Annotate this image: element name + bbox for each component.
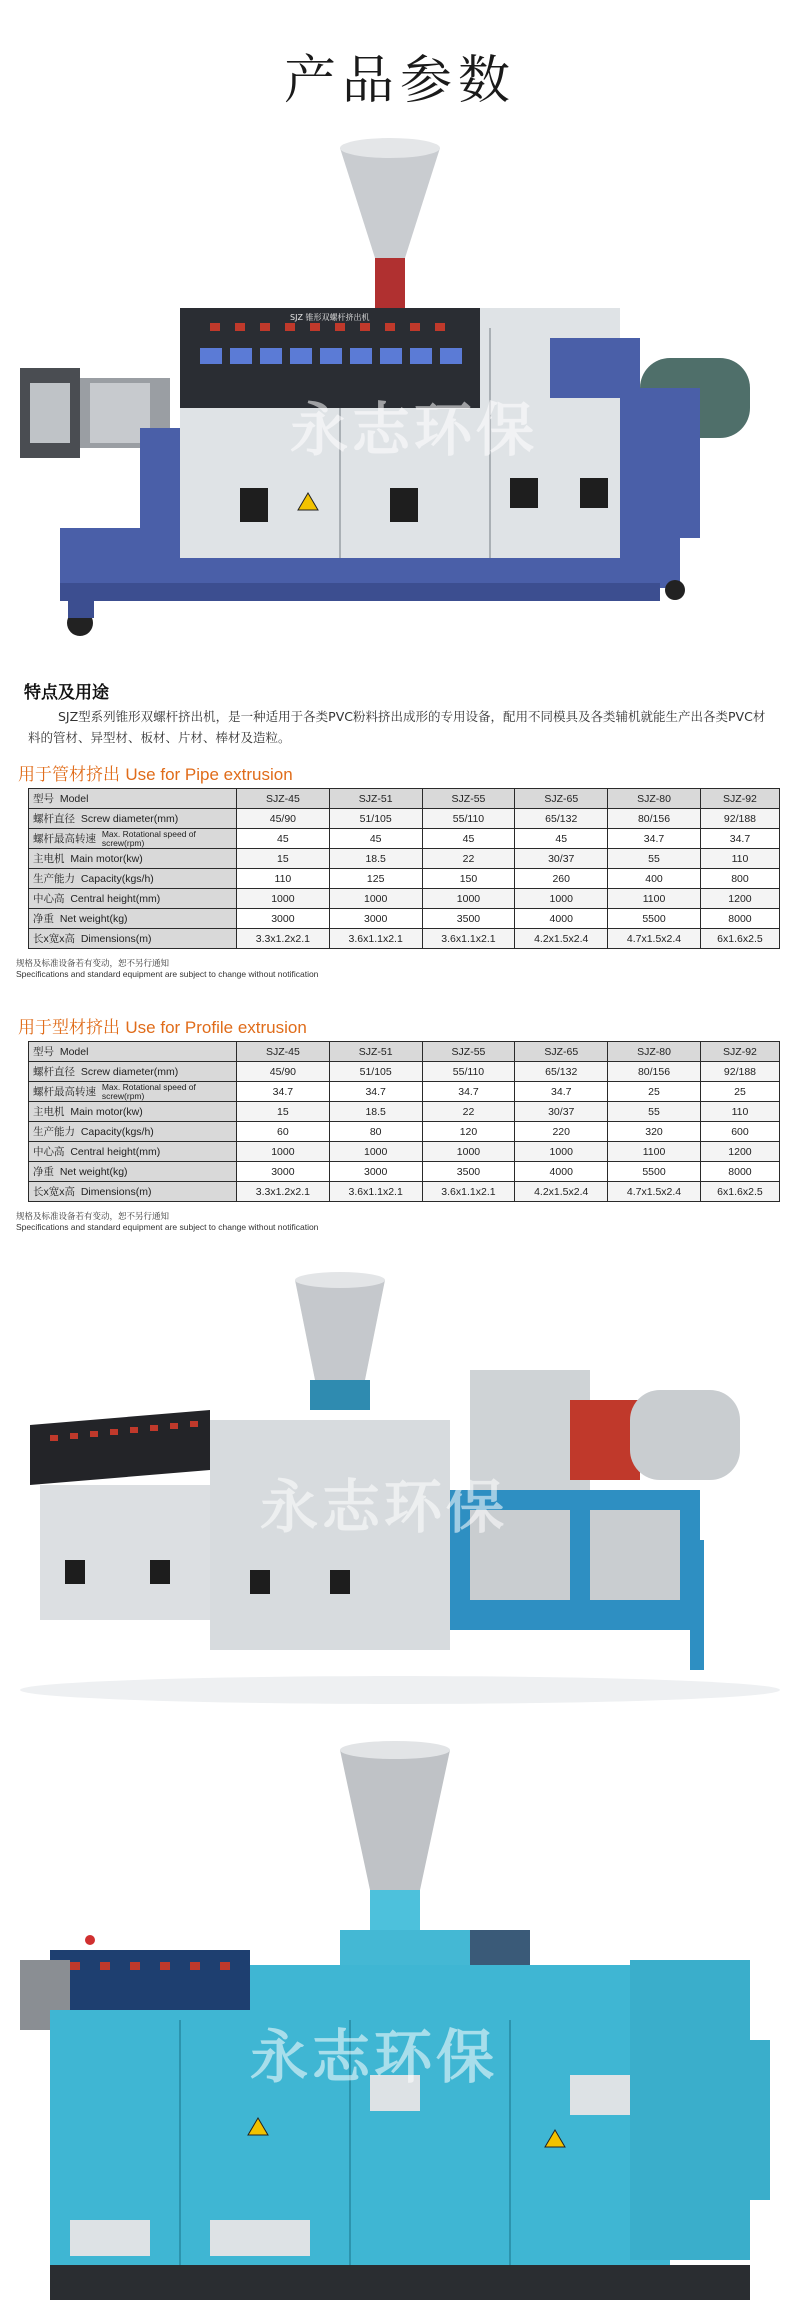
pipe-table-note (16, 958, 318, 980)
value-cell: 220 (515, 1122, 608, 1142)
param-cell: 螺杆最高转速 Max. Rotational speed of screw(rpm) (29, 829, 237, 849)
value-cell: 45 (237, 829, 330, 849)
value-cell: 260 (515, 869, 608, 889)
value-cell: 22 (422, 849, 515, 869)
note-cn: 规格及标准设备若有变动，恕不另行通知 (16, 958, 170, 968)
value-cell: 80/156 (608, 809, 701, 829)
value-cell: 150 (422, 869, 515, 889)
table-row (29, 1082, 780, 1102)
value-cell: 1000 (329, 1142, 422, 1162)
pipe-table-title (18, 760, 293, 785)
value-cell: 34.7 (515, 1082, 608, 1102)
value-cell: 6x1.6x2.5 (700, 929, 779, 949)
table-row (29, 1182, 780, 1202)
profile-table-note (16, 1211, 318, 1233)
value-cell: 4000 (515, 1162, 608, 1182)
param-cell: 螺杆最高转速 Max. Rotational speed of screw(rpm) (29, 1082, 237, 1102)
value-cell: 6x1.6x2.5 (700, 1182, 779, 1202)
table-row (29, 929, 780, 949)
value-cell: 30/37 (515, 1102, 608, 1122)
machine-photo-grey-blue (10, 1270, 790, 1710)
machine-photo-cyan (10, 1740, 790, 2315)
value-cell: 55/110 (422, 1062, 515, 1082)
value-cell: 4.7x1.5x2.4 (608, 929, 701, 949)
value-cell: 5500 (608, 1162, 701, 1182)
value-cell: 110 (700, 1102, 779, 1122)
param-cell: 生产能力 Capacity(kgs/h) (29, 869, 237, 889)
value-cell: 1100 (608, 889, 701, 909)
value-cell: 51/105 (329, 1062, 422, 1082)
value-cell: 55/110 (422, 809, 515, 829)
pipe-table-title-en: Use for Pipe extrusion (125, 765, 293, 784)
table-header-row (29, 1042, 780, 1062)
table-row (29, 909, 780, 929)
model-header: SJZ-65 (515, 789, 608, 809)
table-row (29, 829, 780, 849)
param-cell: 净重 Net weight(kg) (29, 909, 237, 929)
param-cell: 生产能力 Capacity(kgs/h) (29, 1122, 237, 1142)
table-row (29, 849, 780, 869)
value-cell: 8000 (700, 1162, 779, 1182)
watermark-text: 永志环保 (250, 2023, 499, 2091)
model-header: SJZ-55 (422, 789, 515, 809)
value-cell: 800 (700, 869, 779, 889)
value-cell: 120 (422, 1122, 515, 1142)
value-cell: 34.7 (422, 1082, 515, 1102)
value-cell: 600 (700, 1122, 779, 1142)
value-cell: 92/188 (700, 1062, 779, 1082)
value-cell: 1100 (608, 1142, 701, 1162)
note-en: Specifications and standard equipment are subject to change without notification (16, 1222, 319, 1232)
value-cell: 22 (422, 1102, 515, 1122)
value-cell: 55 (608, 1102, 701, 1122)
table-header-row (29, 789, 780, 809)
page-title: 产品参数 (283, 51, 516, 111)
model-header: SJZ-65 (515, 1042, 608, 1062)
value-cell: 34.7 (700, 829, 779, 849)
model-header: SJZ-51 (329, 1042, 422, 1062)
value-cell: 1000 (237, 1142, 330, 1162)
model-header: SJZ-80 (608, 789, 701, 809)
value-cell: 3.6x1.1x2.1 (329, 929, 422, 949)
model-header: SJZ-45 (237, 1042, 330, 1062)
value-cell: 4000 (515, 909, 608, 929)
value-cell: 1000 (515, 889, 608, 909)
param-cell: 螺杆直径 Screw diameter(mm) (29, 1062, 237, 1082)
value-cell: 34.7 (608, 829, 701, 849)
note-cn: 规格及标准设备若有变动，恕不另行通知 (16, 1211, 170, 1221)
value-cell: 4.7x1.5x2.4 (608, 1182, 701, 1202)
value-cell: 45 (422, 829, 515, 849)
watermark-text: 永志环保 (290, 396, 539, 464)
value-cell: 1200 (700, 889, 779, 909)
value-cell: 45/90 (237, 809, 330, 829)
model-header: SJZ-92 (700, 1042, 779, 1062)
value-cell: 15 (237, 849, 330, 869)
value-cell: 320 (608, 1122, 701, 1142)
value-cell: 400 (608, 869, 701, 889)
table-row (29, 1102, 780, 1122)
pipe-table-title-cn: 用于管材挤出 (18, 765, 120, 785)
value-cell: 34.7 (237, 1082, 330, 1102)
value-cell: 5500 (608, 909, 701, 929)
value-cell: 80 (329, 1122, 422, 1142)
value-cell: 8000 (700, 909, 779, 929)
param-cell: 主电机 Main motor(kw) (29, 849, 237, 869)
param-cell: 长x宽x高 Dimensions(m) (29, 929, 237, 949)
model-header: SJZ-51 (329, 789, 422, 809)
value-cell: 25 (608, 1082, 701, 1102)
value-cell: 3000 (329, 909, 422, 929)
profile-table-title-en: Use for Profile extrusion (125, 1018, 307, 1037)
value-cell: 4.2x1.5x2.4 (515, 929, 608, 949)
table-row (29, 1162, 780, 1182)
features-heading: 特点及用途 (24, 683, 109, 703)
value-cell: 3500 (422, 909, 515, 929)
value-cell: 1000 (422, 889, 515, 909)
table-row (29, 889, 780, 909)
value-cell: 92/188 (700, 809, 779, 829)
value-cell: 51/105 (329, 809, 422, 829)
value-cell: 65/132 (515, 1062, 608, 1082)
value-cell: 18.5 (329, 849, 422, 869)
table-row (29, 1062, 780, 1082)
value-cell: 1000 (237, 889, 330, 909)
note-en: Specifications and standard equipment are subject to change without notification (16, 969, 319, 979)
value-cell: 45/90 (237, 1062, 330, 1082)
value-cell: 1200 (700, 1142, 779, 1162)
value-cell: 3.6x1.1x2.1 (329, 1182, 422, 1202)
param-cell: 中心高 Central height(mm) (29, 1142, 237, 1162)
value-cell: 3000 (237, 909, 330, 929)
profile-table-title-cn: 用于型材挤出 (18, 1018, 120, 1038)
table-row (29, 1122, 780, 1142)
param-cell: 中心高 Central height(mm) (29, 889, 237, 909)
value-cell: 18.5 (329, 1102, 422, 1122)
header-param-cell: 型号 Model (29, 789, 237, 809)
value-cell: 125 (329, 869, 422, 889)
value-cell: 110 (237, 869, 330, 889)
value-cell: 45 (329, 829, 422, 849)
model-header: SJZ-80 (608, 1042, 701, 1062)
value-cell: 3.6x1.1x2.1 (422, 929, 515, 949)
header-param-cell: 型号 Model (29, 1042, 237, 1062)
value-cell: 3500 (422, 1162, 515, 1182)
param-cell: 净重 Net weight(kg) (29, 1162, 237, 1182)
profile-spec-table (28, 1041, 780, 1202)
table-row (29, 869, 780, 889)
value-cell: 1000 (329, 889, 422, 909)
value-cell: 45 (515, 829, 608, 849)
model-header: SJZ-92 (700, 789, 779, 809)
value-cell: 3.6x1.1x2.1 (422, 1182, 515, 1202)
table-row (29, 809, 780, 829)
value-cell: 1000 (515, 1142, 608, 1162)
pipe-spec-table (28, 788, 780, 949)
control-panel-label: SJZ 锥形双螺杆挤出机 (290, 313, 370, 322)
param-cell: 长x宽x高 Dimensions(m) (29, 1182, 237, 1202)
value-cell: 3000 (329, 1162, 422, 1182)
features-description: SJZ型系列锥形双螺杆挤出机，是一种适用于各类PVC粉料挤出成形的专用设备，配用不同模具及各类辅机就能生产出各类PVC材料的管材、异型材、板材、片材、棒材及造粒。 (28, 709, 766, 745)
value-cell: 110 (700, 849, 779, 869)
watermark-text: 永志环保 (260, 1473, 509, 1541)
param-cell: 主电机 Main motor(kw) (29, 1102, 237, 1122)
value-cell: 3.3x1.2x2.1 (237, 1182, 330, 1202)
value-cell: 65/132 (515, 809, 608, 829)
param-cell: 螺杆直径 Screw diameter(mm) (29, 809, 237, 829)
value-cell: 34.7 (329, 1082, 422, 1102)
value-cell: 1000 (422, 1142, 515, 1162)
value-cell: 60 (237, 1122, 330, 1142)
value-cell: 55 (608, 849, 701, 869)
value-cell: 30/37 (515, 849, 608, 869)
machine-photo-white-blue (20, 128, 780, 648)
value-cell: 3.3x1.2x2.1 (237, 929, 330, 949)
model-header: SJZ-55 (422, 1042, 515, 1062)
value-cell: 15 (237, 1102, 330, 1122)
table-row (29, 1142, 780, 1162)
model-header: SJZ-45 (237, 789, 330, 809)
value-cell: 80/156 (608, 1062, 701, 1082)
value-cell: 3000 (237, 1162, 330, 1182)
value-cell: 25 (700, 1082, 779, 1102)
profile-table-title (18, 1013, 307, 1038)
value-cell: 4.2x1.5x2.4 (515, 1182, 608, 1202)
